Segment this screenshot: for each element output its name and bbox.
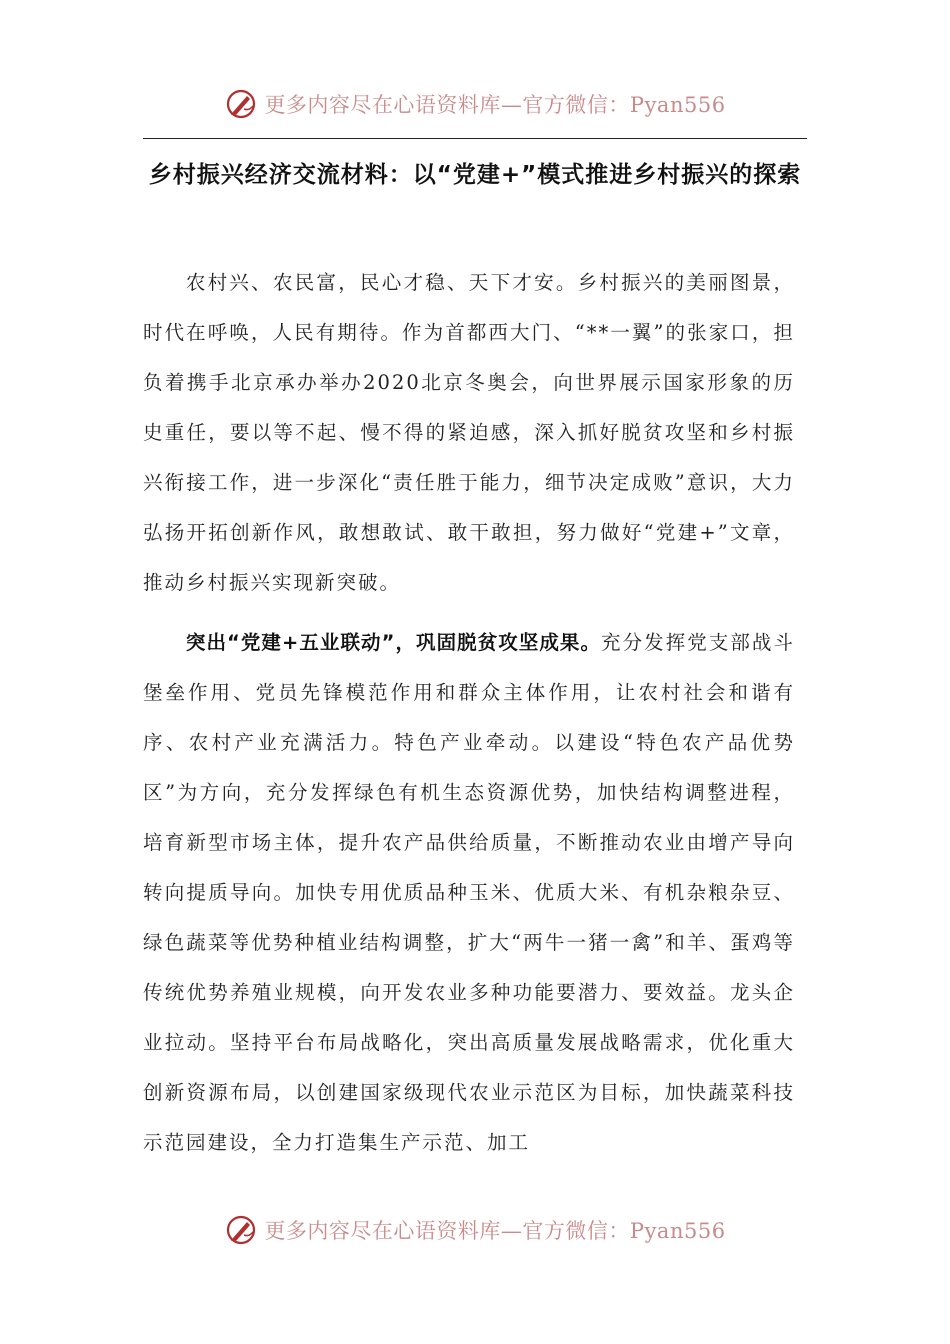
- paragraph-lead-heading: 突出“党建+五业联动”，巩固脱贫攻坚成果。: [185, 631, 602, 654]
- header-divider: [143, 138, 807, 139]
- header-banner-text: 更多内容尽在心语资料库—官方微信：Pyan556: [264, 93, 726, 117]
- paragraph-intro: 农村兴、农民富，民心才稳、天下才安。乡村振兴的美丽图景，时代在呼唤，人民有期待。作为首都西大门、“**一翼”的张家口，担负着携手北京承办举办2020北京冬奥会，向世界展示国家形象的历史重任，要以等不起、慢不得的紧迫感，深入抓好脱贫攻坚和乡村振兴衔接工作，进一步深化“责任胜于能力，细节决定成败”意识，大力弘扬开拓创新作风，敢想敢试、敢干敢担，努力做好“党建+”文章，推动乡村振兴实现新突破。: [143, 271, 795, 594]
- document-title: 乡村振兴经济交流材料：以“党建+”模式推进乡村振兴的探索: [148, 162, 802, 188]
- paragraph-body-text: 充分发挥党支部战斗堡垒作用、党员先锋模范作用和群众主体作用，让农村社会和谐有序、农村产业充满活力。特色产业牵动。以建设“特色农产品优势区”为方向，充分发挥绿色有机生态资源优势，加快结构调整进程，培育新型市场主体，提升农产品供给质量，不断推动农业由增产导向转向提质导向。加快专用优质品种玉米、优质大米、有机杂粮杂豆、绿色蔬菜等优势种植业结构调整，扩大“两牛一猪一禽”和羊、蛋鸡等传统优势养殖业规模，向开发农业多种功能要潜力、要效益。龙头企业拉动。坚持平台布局战略化，突出高质量发展战略需求，优化重大创新资源布局，以创建国家级现代农业示范区为目标，加快蔬菜科技示范园建设，全力打造集生产示范、加工: [143, 631, 795, 1154]
- header-banner: [0, 82, 950, 126]
- paragraph-party-building: [143, 618, 795, 1168]
- document-body: [143, 258, 795, 1168]
- footer-banner: [0, 1208, 950, 1252]
- footer-banner-text: 更多内容尽在心语资料库—官方微信：Pyan556: [264, 1219, 726, 1243]
- pen-logo-icon: [224, 87, 258, 121]
- pen-logo-icon: [224, 1213, 258, 1247]
